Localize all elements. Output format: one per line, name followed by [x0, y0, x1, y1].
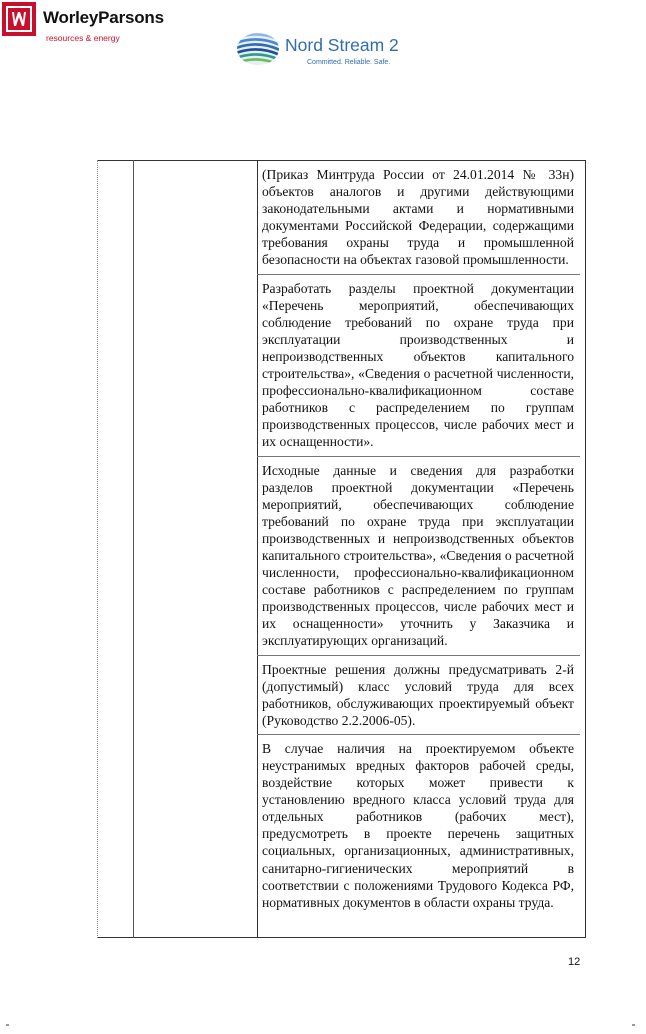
paragraph-working-conditions-class: Проектные решения должны предусматривать 2-й (допустимый) класс условий труда для всех работников, обслуживающих проектируемый объект (Руководство 2.2.2006-05).: [262, 661, 574, 728]
paragraph-divider: [257, 456, 580, 457]
nordstream-globe-icon: [236, 32, 280, 66]
paragraph-divider: [257, 734, 580, 735]
paragraph-develop-sections: Разработать разделы проектной документации «Перечень мероприятий, обеспечивающих соблюдение требований по охране труда при эксплуатации производственных и непроизводственных объектов капитального строительства», «Сведения о расчетной численности, профессионально-квалификационном составе работников с распределением по группам производственных процессов, числе рабочих мест и их оснащенности».: [262, 280, 574, 450]
paragraph-divider: [257, 274, 580, 275]
table-column-divider-1: [133, 160, 134, 938]
requirements-table: [97, 160, 586, 938]
table-top-border: [97, 160, 586, 161]
company-tagline: resources & energy: [46, 33, 120, 43]
table-right-border: [585, 160, 586, 938]
scan-corner-mark-right: [632, 1024, 635, 1026]
paragraph-harmful-factors: В случае наличия на проектируемом объекте неустранимых вредных факторов рабочей среды, воздействие которых может привести к установлению вредного класса условий труда для отдельных работников (рабочих мест), предусмотреть в проекте перечень защитных социальных, организационных, административных, санитарно-гигиенических мероприятий в соответствии с положениями Трудового Кодекса РФ, нормативных документов в области охраны труда.: [262, 740, 574, 910]
nordstream-logo: [236, 28, 416, 74]
page-number: 12: [568, 956, 581, 968]
worleyparsons-emblem-icon: [2, 2, 36, 36]
company-name: WorleyParsons: [43, 8, 164, 27]
paragraph-divider: [257, 655, 580, 656]
worleyparsons-logo: [2, 2, 202, 44]
paragraph-standards-reference: (Приказ Минтруда России от 24.01.2014 № 33н) объектов аналогов и другими действующими законодательными актами и нормативными документами Российской Федерации, содержащими требования охраны труда и промышленной безопасности на объектах газовой промышленности.: [262, 167, 574, 268]
paragraph-initial-data: Исходные данные и сведения для разработки разделов проектной документации «Перечень мероприятий, обеспечивающих соблюдение требований по охране труда при эксплуатации производственных и непроизводственных объектов капитального строительства», «Сведения о расчетной численности, профессионально-квалификационном составе работников с распределением по группам производственных процессов, числе рабочих мест и их оснащенности» уточнить у Заказчика и эксплуатирующих организаций.: [262, 462, 574, 649]
project-name: Nord Stream 2: [285, 35, 399, 55]
scan-corner-mark-left: [6, 1024, 9, 1026]
project-tagline: Committed. Reliable. Safe.: [307, 59, 391, 66]
table-bottom-border: [97, 937, 586, 938]
table-cell-requirements: [262, 166, 574, 911]
table-left-border: [97, 160, 98, 938]
table-column-divider-2: [257, 160, 258, 938]
